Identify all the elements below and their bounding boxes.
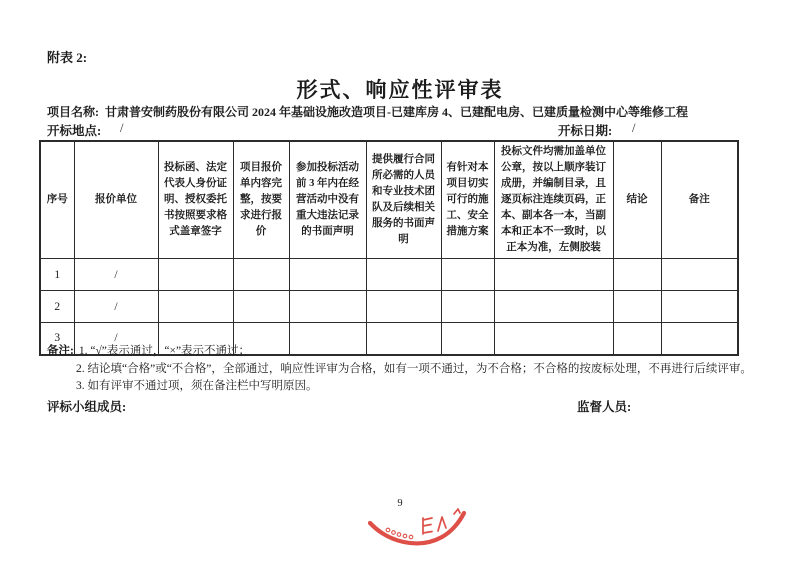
header-bidder: 报价单位 [74,141,158,259]
cell-serial: 1 [40,259,74,291]
cell-empty [613,291,661,323]
cell-empty [366,259,441,291]
cell-empty [289,291,366,323]
header-construction-plan: 有针对本项目切实可行的施工、安全措施方案 [441,141,494,259]
cell-empty [613,259,661,291]
cell-bidder: / [74,323,158,355]
bid-location-label: 开标地点: [47,124,102,138]
cell-empty [441,259,494,291]
project-name-line [47,104,779,120]
cell-empty [441,291,494,323]
project-name-value: 甘肃普安制药股份有限公司 2024 年基础设施改造项目-已建库房 4、已建配电房、已建质量检测中心等维修工程 [105,105,689,119]
project-name-label: 项目名称: [47,105,99,119]
cell-empty [494,259,613,291]
review-table [39,140,739,356]
note-line-1 [47,343,787,361]
stamp-glyphs [423,509,460,534]
header-serial: 序号 [40,141,74,259]
header-bid-letter: 投标函、法定代表人身份证明、授权委托书按照要求格式盖章签字 [158,141,233,259]
note-line-2: 2. 结论填“合格”或“不合格”，全部通过，响应性评审为合格，如有一项不通过，为不合格；不合格的按废标处理，不再进行后续评审。 [76,362,752,375]
header-quote-complete: 项目报价单内容完整，按要求进行报价 [233,141,289,259]
note-line-3: 3. 如有评审不通过项，须在备注栏中写明原因。 [76,380,318,392]
supervisor-label: 监督人员: [577,400,632,414]
red-stamp [366,506,468,560]
notes-section [47,343,787,396]
stamp-arc [370,513,464,543]
cell-empty [158,259,233,291]
bid-date-value: / [632,121,636,135]
header-personnel: 提供履行合同所必需的人员和专业技术团队及后续相关服务的书面声明 [366,141,441,259]
header-conclusion: 结论 [613,141,661,259]
committee-label: 评标小组成员: [47,400,127,414]
attachment-label: 附表 2: [47,50,88,65]
cell-empty [233,259,289,291]
cell-serial: 3 [40,323,74,355]
cell-empty [233,291,289,323]
header-no-violation: 参加投标活动前 3 年内在经营活动中没有重大违法记录的书面声明 [289,141,366,259]
page-number: 9 [397,498,403,509]
cell-empty [289,259,366,291]
page-title: 形式、响应性评审表 [296,78,504,102]
cell-bidder: / [74,259,158,291]
bid-date-label: 开标日期: [558,124,613,138]
cell-serial: 2 [40,291,74,323]
table-row [40,259,738,291]
bid-location-value: / [120,121,124,135]
table-row [40,291,738,323]
header-remarks: 备注 [661,141,738,259]
cell-empty [661,259,738,291]
notes-label: 备注: [47,345,74,357]
cell-empty [661,291,738,323]
cell-bidder: / [74,291,158,323]
cell-empty [494,291,613,323]
cell-empty [158,291,233,323]
table-header-row [40,141,738,259]
cell-empty [366,291,441,323]
note-text-1: 1. “√”表示通过，“×”表示不通过； [78,345,251,357]
header-binding-requirements: 投标文件均需加盖单位公章，按以上顺序装订成册，并编制目录，且逐页标注连续页码，正本、副本各一本，当副本和正本不一致时，以正本为准，左侧胶装 [494,141,613,259]
